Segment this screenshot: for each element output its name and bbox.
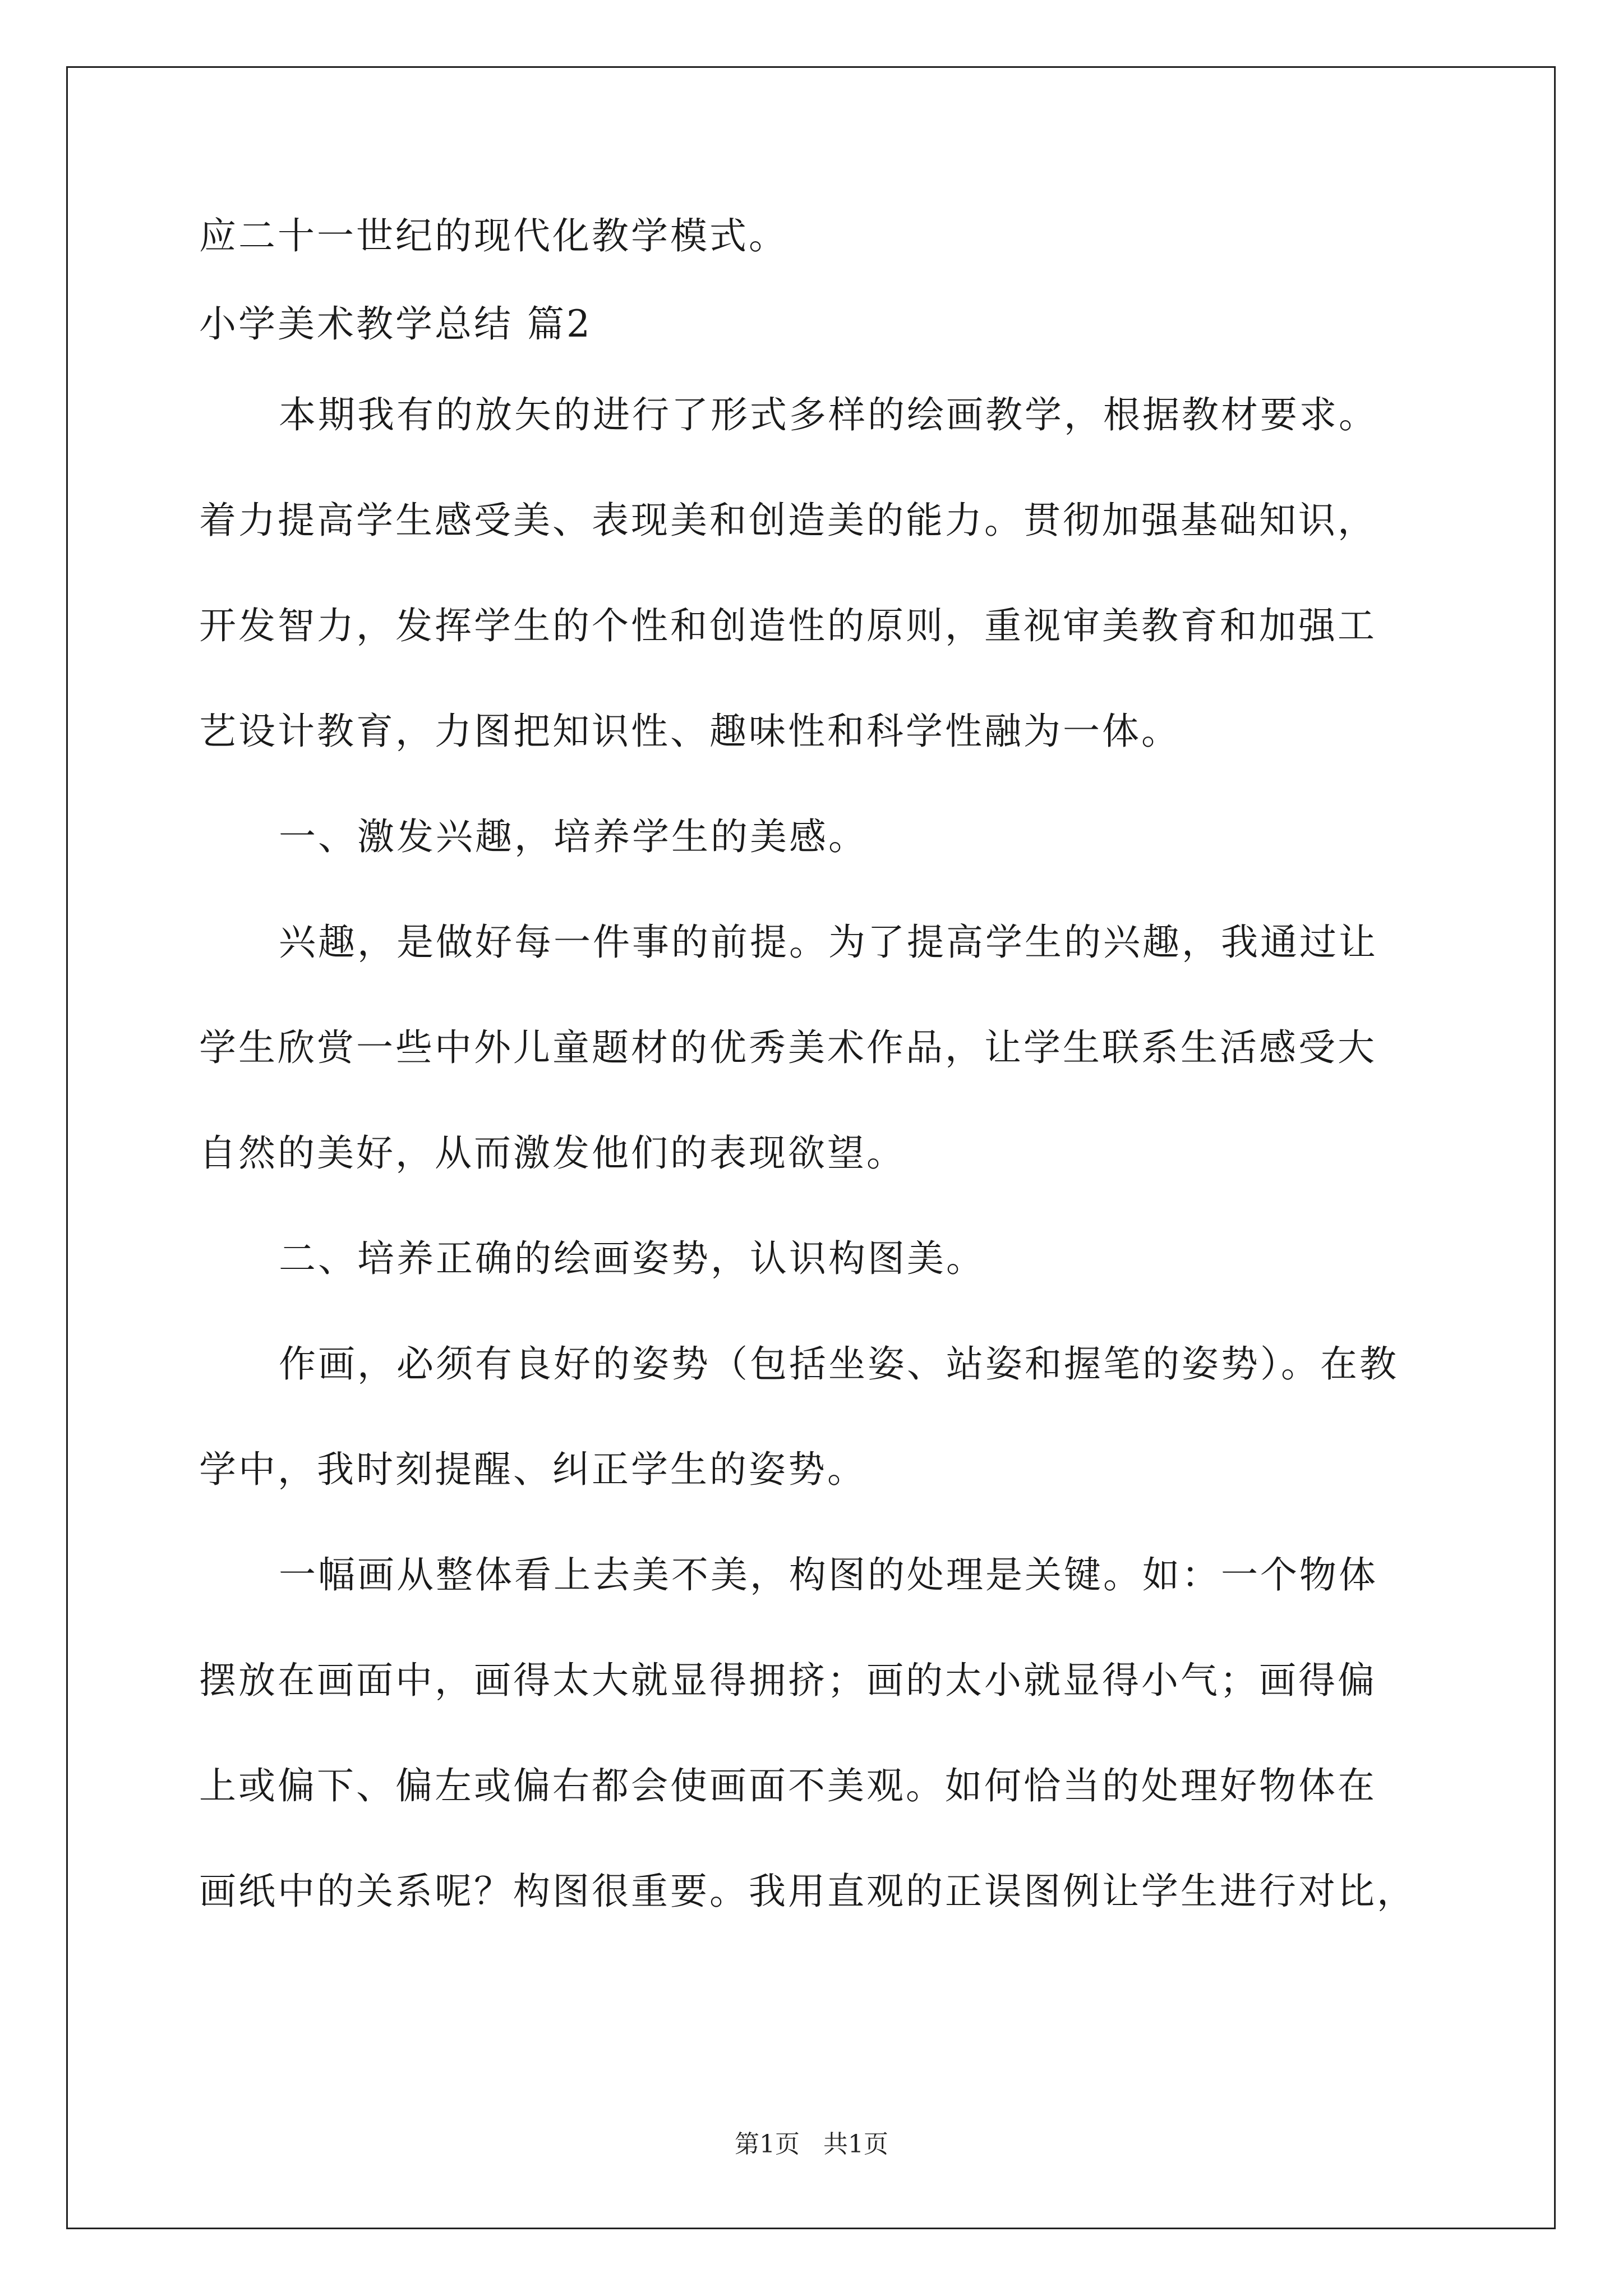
paragraph-line: 摆放在画面中，画得太大就显得拥挤；画的太小就显得小气；画得偏 — [199, 1659, 1377, 1702]
paragraph-line: 上或偏下、偏左或偏右都会使画面不美观。如何恰当的处理好物体在 — [199, 1764, 1377, 1807]
paragraph-line: 本期我有的放矢的进行了形式多样的绘画教学，根据教材要求。 — [279, 393, 1378, 436]
subheading-1: 一、激发兴趣，培养学生的美感。 — [279, 815, 868, 858]
subheading-2: 二、培养正确的绘画姿势，认识构图美。 — [279, 1237, 985, 1280]
paragraph-line: 一幅画从整体看上去美不美，构图的处理是关键。如：一个物体 — [279, 1553, 1378, 1596]
paragraph-line: 开发智力，发挥学生的个性和创造性的原则，重视审美教育和加强工 — [199, 604, 1377, 647]
paragraph-line: 艺设计教育，力图把知识性、趣味性和科学性融为一体。 — [199, 710, 1181, 753]
paragraph-line: 学生欣赏一些中外儿童题材的优秀美术作品，让学生联系生活感受大 — [199, 1026, 1377, 1069]
paragraph-line: 自然的美好，从而激发他们的表现欲望。 — [199, 1131, 906, 1175]
paragraph-line: 作画，必须有良好的姿势（包括坐姿、站姿和握笔的姿势）。在教 — [279, 1342, 1399, 1386]
section-heading: 小学美术教学总结 篇2 — [199, 302, 592, 346]
paragraph-line: 着力提高学生感受美、表现美和创造美的能力。贯彻加强基础知识， — [199, 499, 1377, 542]
page-number-footer: 第1页 共1页 — [735, 2130, 888, 2159]
paragraph-line: 画纸中的关系呢？构图很重要。我用直观的正误图例让学生进行对比， — [199, 1870, 1416, 1913]
paragraph-line: 兴趣，是做好每一件事的前提。为了提高学生的兴趣，我通过让 — [279, 921, 1378, 964]
paragraph-line: 学中，我时刻提醒、纠正学生的姿势。 — [199, 1448, 866, 1491]
text-line: 应二十一世纪的现代化教学模式。 — [199, 214, 788, 257]
